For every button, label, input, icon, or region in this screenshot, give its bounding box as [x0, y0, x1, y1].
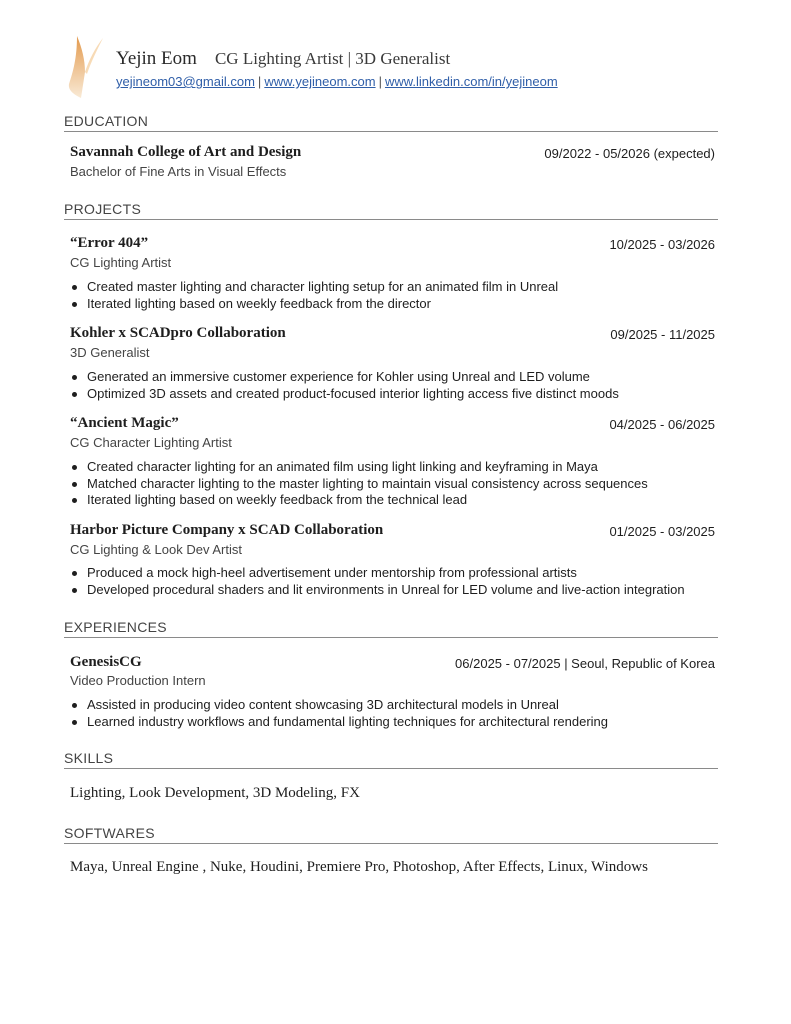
header-name-line: [116, 48, 450, 70]
project-title: Harbor Picture Company x SCAD Collaboration: [70, 522, 384, 538]
education-heading: EDUCATION: [64, 113, 718, 132]
website-link[interactable]: www.yejineom.com: [264, 74, 376, 89]
project-bullets: [70, 565, 685, 598]
project-dates: 09/2025 - 11/2025: [610, 327, 715, 342]
email-link[interactable]: yejineom03@gmail.com: [116, 74, 255, 89]
experiences-heading: EXPERIENCES: [64, 619, 718, 638]
project-role: 3D Generalist: [70, 345, 150, 360]
experience-dates: 06/2025 - 07/2025 | Seoul, Republic of Korea: [455, 656, 715, 671]
education-school: Savannah College of Art and Design: [70, 144, 302, 160]
bullet-item: Matched character lighting to the master lighting to maintain visual consistency across sequences: [70, 476, 648, 493]
project-role: CG Character Lighting Artist: [70, 435, 232, 450]
project-role: CG Lighting Artist: [70, 255, 172, 270]
projects-heading: PROJECTS: [64, 201, 718, 220]
project-title: “Ancient Magic”: [70, 415, 179, 431]
experience-role: Video Production Intern: [70, 673, 206, 688]
skills-list: Lighting, Look Development, 3D Modeling, FX: [70, 785, 360, 801]
project-bullets: [70, 369, 619, 402]
experience-bullets: [70, 697, 608, 730]
bullet-item: Learned industry workflows and fundamental lighting techniques for architectural rendering: [70, 714, 608, 731]
skills-heading: SKILLS: [64, 750, 718, 769]
project-dates: 04/2025 - 06/2025: [609, 417, 715, 432]
bullet-item: Produced a mock high-heel advertisement under mentorship from professional artists: [70, 565, 685, 582]
bullet-item: Developed procedural shaders and lit environments in Unreal for LED volume and live-action integration: [70, 582, 685, 599]
project-role: CG Lighting & Look Dev Artist: [70, 542, 242, 557]
softwares-list: Maya, Unreal Engine , Nuke, Houdini, Premiere Pro, Photoshop, After Effects, Linux, Windows: [70, 859, 648, 875]
link-separator: |: [378, 74, 382, 89]
bullet-item: Optimized 3D assets and created product-focused interior lighting access five distinct moods: [70, 386, 619, 403]
project-title: Kohler x SCADpro Collaboration: [70, 325, 286, 341]
education-dates: 09/2022 - 05/2026 (expected): [544, 146, 715, 161]
linkedin-link[interactable]: www.linkedin.com/in/yejineom: [384, 74, 558, 89]
bullet-item: Assisted in producing video content showcasing 3D architectural models in Unreal: [70, 697, 608, 714]
softwares-heading: SOFTWARES: [64, 825, 718, 844]
project-dates: 10/2025 - 03/2026: [609, 237, 715, 252]
experience-company: GenesisCG: [70, 654, 142, 670]
logo-icon: [63, 34, 109, 100]
candidate-title: CG Lighting Artist | 3D Generalist: [214, 49, 451, 68]
candidate-name: Yejin Eom: [116, 48, 197, 69]
bullet-item: Generated an immersive customer experience for Kohler using Unreal and LED volume: [70, 369, 619, 386]
project-title: “Error 404”: [70, 235, 149, 251]
project-bullets: [70, 459, 648, 509]
project-bullets: [70, 279, 558, 312]
bullet-item: Iterated lighting based on weekly feedback from the technical lead: [70, 492, 648, 509]
link-separator: |: [257, 74, 262, 89]
contact-links: [116, 74, 558, 89]
project-dates: 01/2025 - 03/2025: [609, 524, 715, 539]
education-degree: Bachelor of Fine Arts in Visual Effects: [70, 164, 287, 179]
bullet-item: Created character lighting for an animated film using light linking and keyframing in Maya: [70, 459, 648, 476]
bullet-item: Created master lighting and character lighting setup for an animated film in Unreal: [70, 279, 558, 296]
bullet-item: Iterated lighting based on weekly feedback from the director: [70, 296, 558, 313]
